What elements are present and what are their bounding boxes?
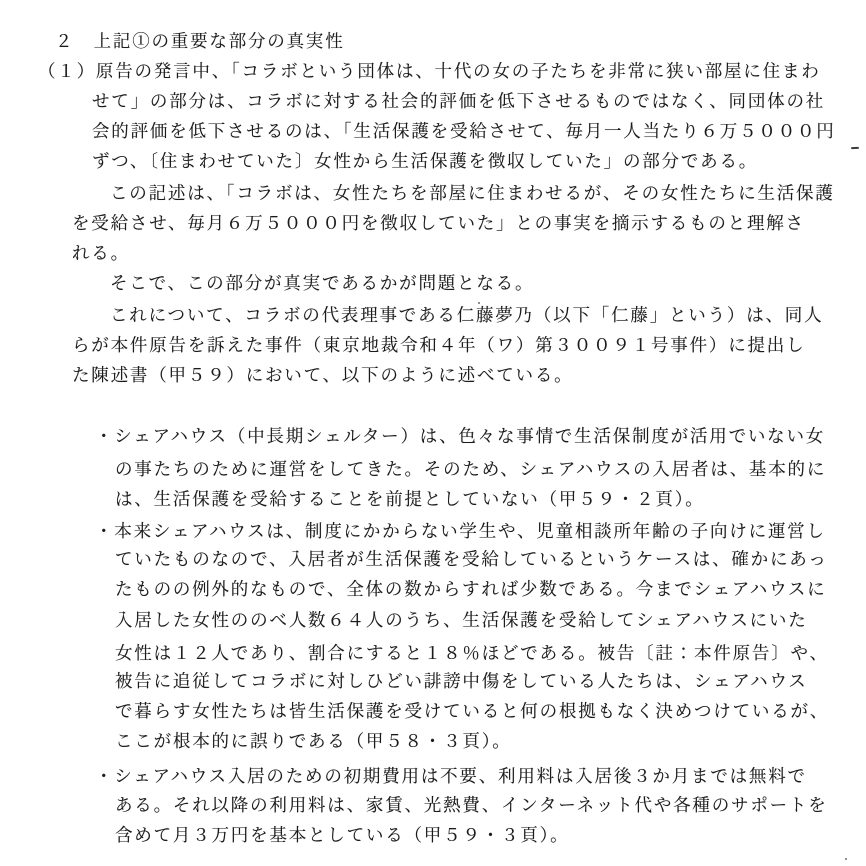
bullet-3-line-3: 含めて月３万円を基本としている（甲５９・３頁）。	[115, 825, 570, 845]
item-1-line-1: （１）原告の発言中、「コラボという団体は、十代の女の子たちを非常に狭い部屋に住まわ	[38, 61, 821, 81]
bullet-2-line-6: 被告に追従してコラボに対しひどい誹謗中傷をしている人たちは、シェアハウス	[115, 671, 808, 691]
bullet-2-line-5: 女性は１２人であり、割合にすると１８％ほどである。被告〔註：本件原告〕や、	[115, 643, 829, 663]
item-1-line-2: せて」の部分は、コラボに対する社会的評価を低下させるものではなく、同団体の社	[92, 91, 826, 111]
paragraph-4-line-3: た陳述書（甲５９）において、以下のように述べている。	[72, 365, 574, 385]
bullet-3-line-2: ある。それ以降の利用料は、家賃、光熱費、インターネット代や各種のサポートを	[115, 795, 828, 815]
bullet-2-line-3: たものの例外的なもので、全体の数からすれば少数である。今までシェアハウスに	[115, 579, 827, 599]
bullet-2-line-2: ていたものなので、入居者が生活保護を受給しているというケースは、確かにあっ	[115, 549, 828, 569]
paragraph-4-line-2: らが本件原告を訴えた事件（東京地裁令和４年（ワ）第３００９１号事件）に提出し	[72, 335, 806, 355]
bullet-2-line-1: ・本来シェアハウスは、制度にかからない学生や、児童相談所年齢の子向けに運営し	[95, 521, 826, 541]
item-1-line-3: 会的評価を低下させるのは、「生活保護を受給させて、毎月一人当たり６万５０００円	[92, 121, 836, 141]
bullet-1-line-3: は、生活保護を受給することを前提としていない（甲５９・２頁）。	[115, 489, 705, 509]
bullet-1-line-1: ・シェアハウス（中長期シェルター）は、色々な事情で生活保制度が活用でいない女	[95, 426, 826, 446]
bullet-1-line-2: の事たちのために運営をしてきた。そのため、シェアハウスの入居者は、基本的に	[115, 459, 827, 479]
scan-artifact-dot	[478, 302, 480, 304]
section-heading: ２ 上記①の重要な部分の真実性	[55, 31, 345, 51]
bullet-2-line-8: ここが根本的に誤りである（甲５８・３頁）。	[115, 731, 512, 751]
scan-artifact-dot	[845, 858, 847, 860]
paragraph-2-line-3: れる。	[72, 243, 130, 263]
bullet-3-line-1: ・シェアハウス入居のための初期費用は不要、利用料は入居後３か月までは無料で	[95, 766, 807, 786]
paragraph-3-line-1: そこで、この部分が真実であるかが問題となる。	[110, 273, 535, 293]
paragraph-2-line-1: この記述は、「コラボは、女性たちを部屋に住まわせるが、その女性たちに生活保護	[110, 183, 835, 203]
bullet-2-line-7: で暮らす女性たちは皆生活保護を受けていると何の根拠もなく決めつけているが、	[115, 701, 830, 721]
scan-artifact-dash	[851, 147, 859, 149]
paragraph-4-line-1: これについて、コラボの代表理事である仁藤夢乃（以下「仁藤」という）は、同人	[110, 305, 824, 325]
item-1-line-4: ずつ、〔住まわせていた〕女性から生活保護を徴収していた」の部分である。	[92, 151, 759, 171]
bullet-2-line-4: 入居した女性ののべ人数６４人のうち、生活保護を受給してシェアハウスにいた	[115, 610, 808, 630]
paragraph-2-line-2: を受給させ、毎月６万５０００円を徴収していた」との事実を摘示するものと理解さ	[72, 213, 805, 233]
